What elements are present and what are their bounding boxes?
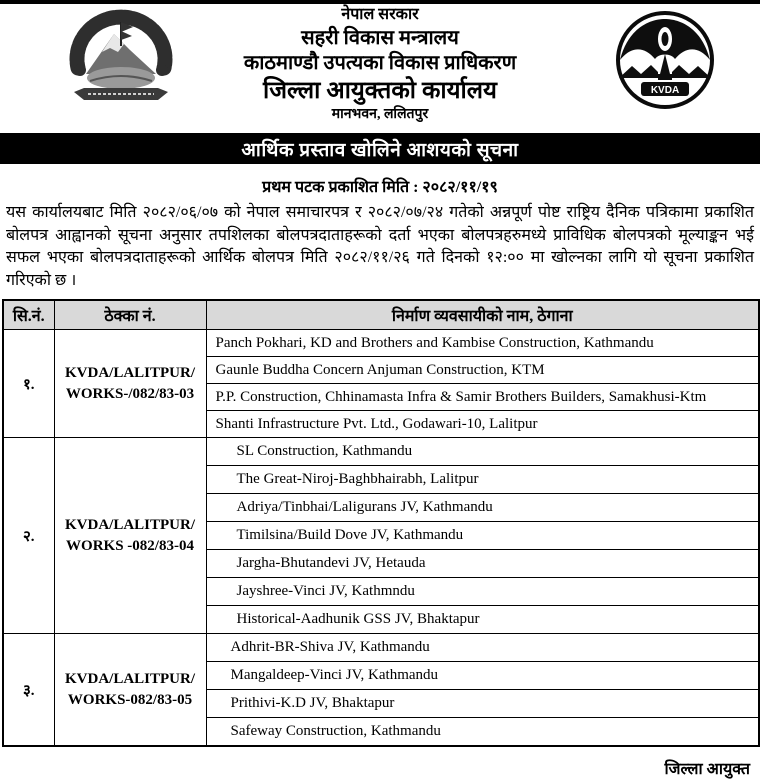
- bidder-name: Timilsina/Build Dove JV, Kathmandu: [206, 522, 759, 550]
- col-header-sn: सि.नं.: [3, 300, 54, 330]
- col-header-bidder-name: निर्माण व्यवसायीको नाम, ठेगाना: [206, 300, 759, 330]
- serial-number: १.: [3, 330, 54, 438]
- serial-number: २.: [3, 438, 54, 634]
- bidder-name: Adriya/Tinbhai/Laligurans JV, Kathmandu: [206, 494, 759, 522]
- bidder-name: Gaunle Buddha Concern Anjuman Construction, KTM: [206, 357, 759, 384]
- ministry-name: सहरी विकास मन्त्रालय: [301, 26, 459, 49]
- bidder-name: The Great-Niroj-Baghbhairabh, Lalitpur: [206, 466, 759, 494]
- kvda-logo-text: KVDA: [650, 85, 680, 96]
- table-header-row: [3, 300, 759, 330]
- bidder-name: Shanti Infrastructure Pvt. Ltd., Godawari-10, Lalitpur: [206, 411, 759, 438]
- authority-name: काठमाण्डौ उपत्यका विकास प्राधिकरण: [243, 52, 517, 75]
- bidder-name: Panch Pokhari, KD and Brothers and Kambise Construction, Kathmandu: [206, 330, 759, 357]
- bidder-name: Prithivi-K.D JV, Bhaktapur: [206, 690, 759, 718]
- col-header-contract: ठेक्का नं.: [54, 300, 206, 330]
- table-row: [3, 330, 759, 357]
- office-name: जिल्ला आयुक्तको कार्यालय: [263, 78, 497, 105]
- bidders-table: [2, 299, 760, 747]
- publish-date-line: प्रथम पटक प्रकाशित मिति : २०८२/११/१९: [262, 179, 498, 196]
- letterhead: [0, 0, 760, 124]
- contract-number: KVDA/LALITPUR/ WORKS -082/83-04: [54, 438, 206, 634]
- kvda-round-logo-icon: [608, 8, 722, 112]
- bidder-name: P.P. Construction, Chhinamasta Infra & Samir Brothers Builders, Samakhusi-Ktm: [206, 384, 759, 411]
- signature-title: जिल्ला आयुक्त: [664, 761, 750, 779]
- bidder-name: Safeway Construction, Kathmandu: [206, 718, 759, 747]
- bidder-name: Historical-Aadhunik GSS JV, Bhaktapur: [206, 606, 759, 634]
- contract-number: KVDA/LALITPUR/ WORKS-/082/83-03: [54, 330, 206, 438]
- serial-number: ३.: [3, 634, 54, 747]
- contract-number: KVDA/LALITPUR/ WORKS-082/83-05: [54, 634, 206, 747]
- bidder-name: Jayshree-Vinci JV, Kathmndu: [206, 578, 759, 606]
- nepal-government-emblem-icon: [60, 8, 182, 110]
- bidder-name: SL Construction, Kathmandu: [206, 438, 759, 466]
- notice-body-paragraph: यस कार्यालयबाट मिति २०८२/०६/०७ को नेपाल समाचारपत्र र २०८२/०७/२४ गतेको अन्नपूर्ण पोष्ट राष्ट्रिय दैनिक पत्रिकामा प्रकाशित बोलपत्र आह्वानको सूचना अनुसार तपशिलका बोलपत्रदाताहरूको दर्ता भएका बोलपत्रहरुमध्ये प्राविधिक बोलपत्रको मूल्याङ्कन भई सफल भएका बोलपत्रदाताहरूको आर्थिक बोलपत्र मिति २०८२/११/२६ गते दिनको १२:०० मा खोल्नका लागि यो सूचना प्रकाशित गरिएको छ ।: [6, 204, 754, 289]
- bidder-name: Adhrit-BR-Shiva JV, Kathmandu: [206, 634, 759, 662]
- bidder-name: Jargha-Bhutandevi JV, Hetauda: [206, 550, 759, 578]
- table-row: [3, 438, 759, 466]
- government-name: नेपाल सरकार: [341, 6, 419, 23]
- table-row: [3, 634, 759, 662]
- letterhead-text: [170, 6, 590, 124]
- bidder-name: Mangaldeep-Vinci JV, Kathmandu: [206, 662, 759, 690]
- notice-title-banner: आर्थिक प्रस्ताव खोलिने आशयको सूचना: [0, 133, 760, 164]
- office-location: मानभवन, ललितपुर: [331, 107, 429, 123]
